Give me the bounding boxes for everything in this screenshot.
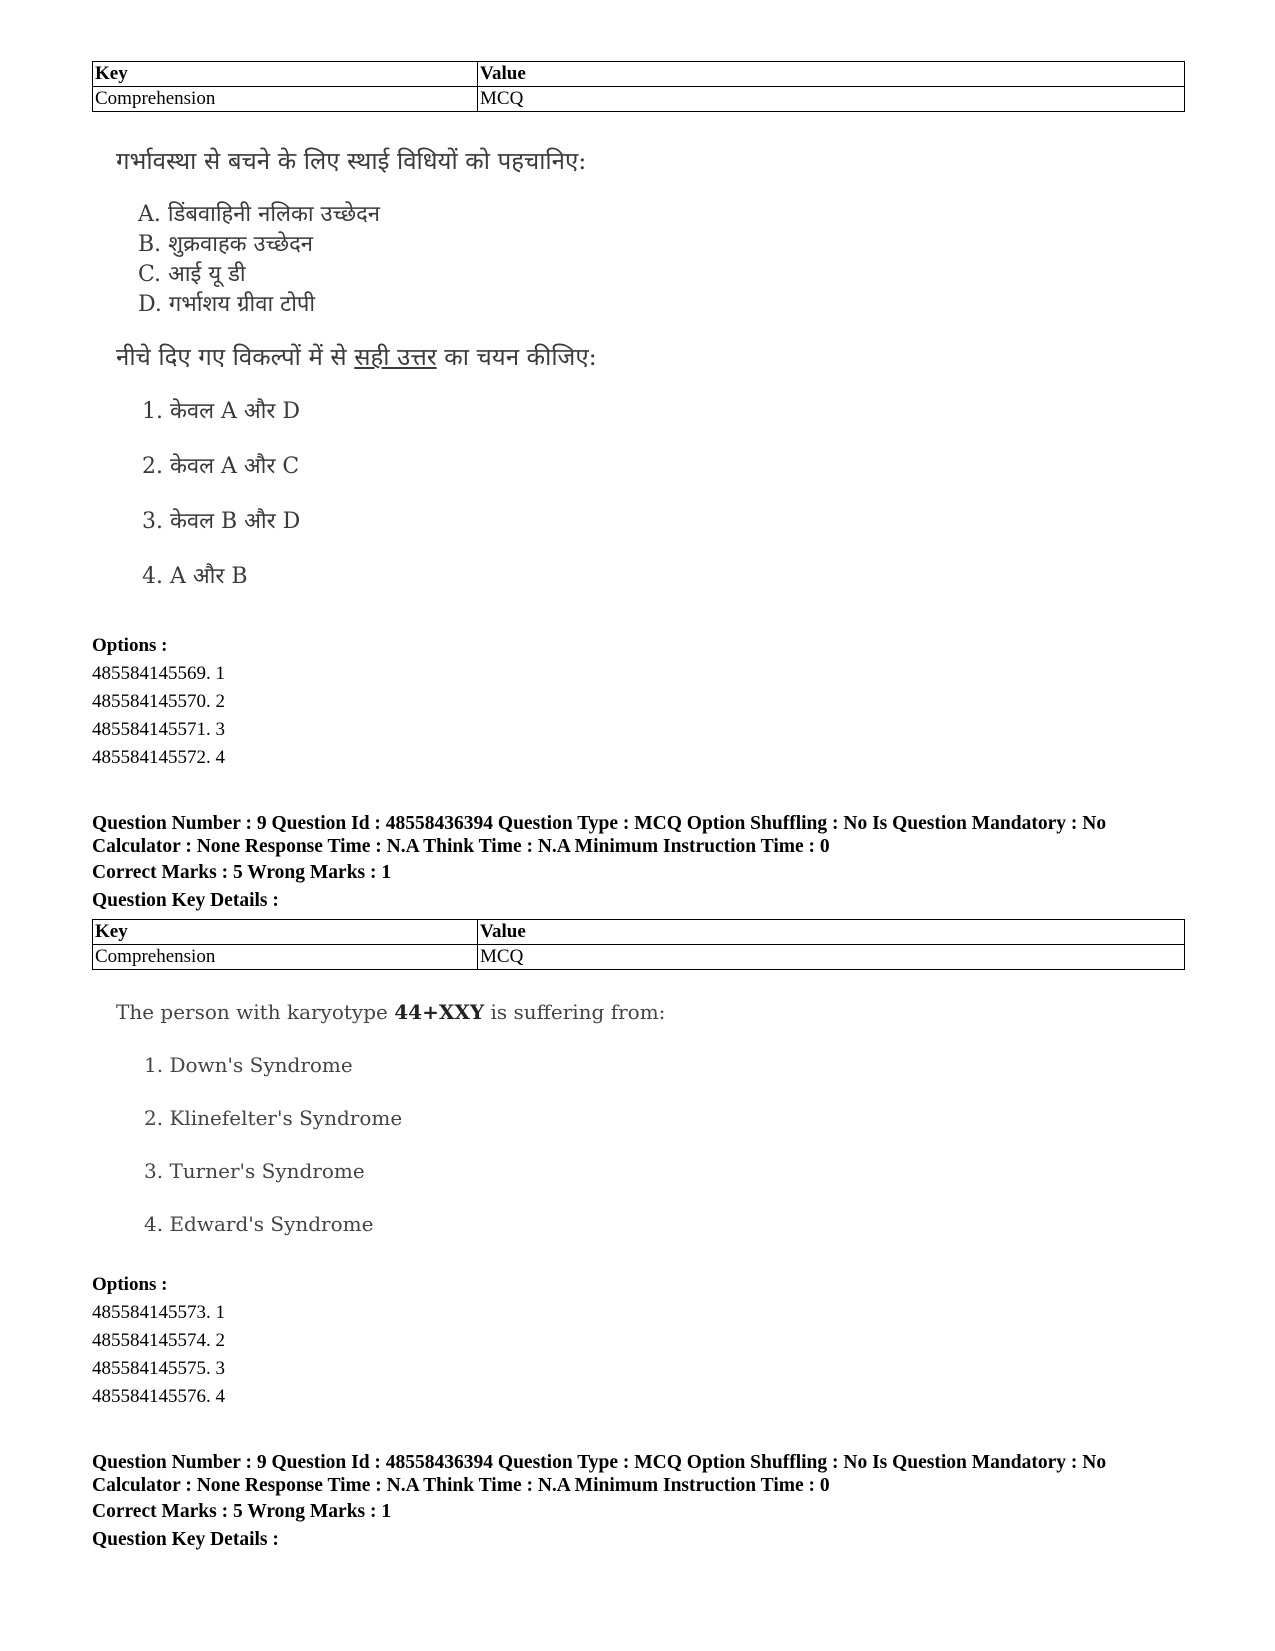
prompt-pre: The person with karyotype: [116, 1000, 395, 1024]
statement-item: C. आई यू डी: [138, 262, 246, 287]
answer-choice: 4. A और B: [142, 564, 248, 589]
question-key-table: [92, 61, 1185, 112]
table-row: [93, 87, 1185, 112]
option-item: 485584145570. 2: [92, 691, 225, 712]
options-label: Options :: [92, 635, 168, 656]
option-item: 485584145571. 3: [92, 719, 225, 740]
table-header-value: Value: [478, 62, 1185, 87]
table-header-key: Key: [93, 62, 478, 87]
option-item: 485584145569. 1: [92, 663, 225, 684]
option-item: 485584145573. 1: [92, 1302, 225, 1323]
answer-choice: 1. Down's Syndrome: [144, 1053, 353, 1077]
options-list: [92, 1271, 225, 1411]
key-details-label: Question Key Details :: [92, 1529, 279, 1550]
answer-choice: 2. केवल A और C: [142, 454, 300, 479]
option-item: 485584145574. 2: [92, 1330, 225, 1351]
question-image-hindi: [92, 140, 792, 620]
instruction-post: का चयन कीजिए:: [436, 343, 597, 371]
answer-choice: 1. केवल A और D: [142, 399, 301, 424]
options-list: [92, 632, 225, 772]
table-cell-key: Comprehension: [93, 945, 478, 970]
options-label: Options :: [92, 1274, 168, 1295]
table-row: [93, 945, 1185, 970]
table-cell-value: MCQ: [478, 945, 1185, 970]
question-meta: [92, 812, 1192, 858]
question-meta-line-1: Question Number : 9 Question Id : 48558436394 Question Type : MCQ Option Shuffling : No Is Question Mandatory : No: [92, 1452, 1107, 1473]
question-prompt: गर्भावस्था से बचने के लिए स्थाई विधियों को पहचानिए:: [116, 147, 587, 175]
question-meta-line-2: Calculator : None Response Time : N.A Think Time : N.A Minimum Instruction Time : 0: [92, 1475, 830, 1496]
question-image-english: [92, 1000, 792, 1250]
option-item: 485584145576. 4: [92, 1386, 225, 1407]
table-cell-key: Comprehension: [93, 87, 478, 112]
marks-line: Correct Marks : 5 Wrong Marks : 1: [92, 1501, 392, 1522]
table-header-row: [93, 62, 1185, 87]
answer-choice: 2. Klinefelter's Syndrome: [144, 1106, 403, 1130]
prompt-bold: 44+XXY: [394, 1000, 485, 1024]
statement-item: D. गर्भाशय ग्रीवा टोपी: [138, 292, 316, 317]
statement-item: A. डिंबवाहिनी नलिका उच्छेदन: [138, 202, 380, 227]
question-prompt: [116, 1000, 665, 1024]
instruction-underlined: सही उत्तर: [354, 343, 437, 371]
key-details-label: Question Key Details :: [92, 890, 279, 911]
answer-choice: 4. Edward's Syndrome: [144, 1212, 374, 1236]
table-cell-value: MCQ: [478, 87, 1185, 112]
statement-item: B. शुक्रवाहक उच्छेदन: [138, 232, 313, 257]
question-meta: [92, 1451, 1192, 1497]
question-meta-line-2: Calculator : None Response Time : N.A Think Time : N.A Minimum Instruction Time : 0: [92, 836, 830, 857]
option-item: 485584145575. 3: [92, 1358, 225, 1379]
prompt-post: is suffering from:: [484, 1000, 666, 1024]
instruction-pre: नीचे दिए गए विकल्पों में से: [116, 343, 355, 371]
question-meta-line-1: Question Number : 9 Question Id : 48558436394 Question Type : MCQ Option Shuffling : No Is Question Mandatory : No: [92, 813, 1107, 834]
marks-line: Correct Marks : 5 Wrong Marks : 1: [92, 862, 392, 883]
answer-choice: 3. केवल B और D: [142, 509, 301, 534]
question-instruction: [116, 340, 597, 373]
option-item: 485584145572. 4: [92, 747, 225, 768]
question-key-table: [92, 919, 1185, 970]
table-header-value: Value: [478, 920, 1185, 945]
table-header-key: Key: [93, 920, 478, 945]
table-header-row: [93, 920, 1185, 945]
answer-choice: 3. Turner's Syndrome: [144, 1159, 365, 1183]
